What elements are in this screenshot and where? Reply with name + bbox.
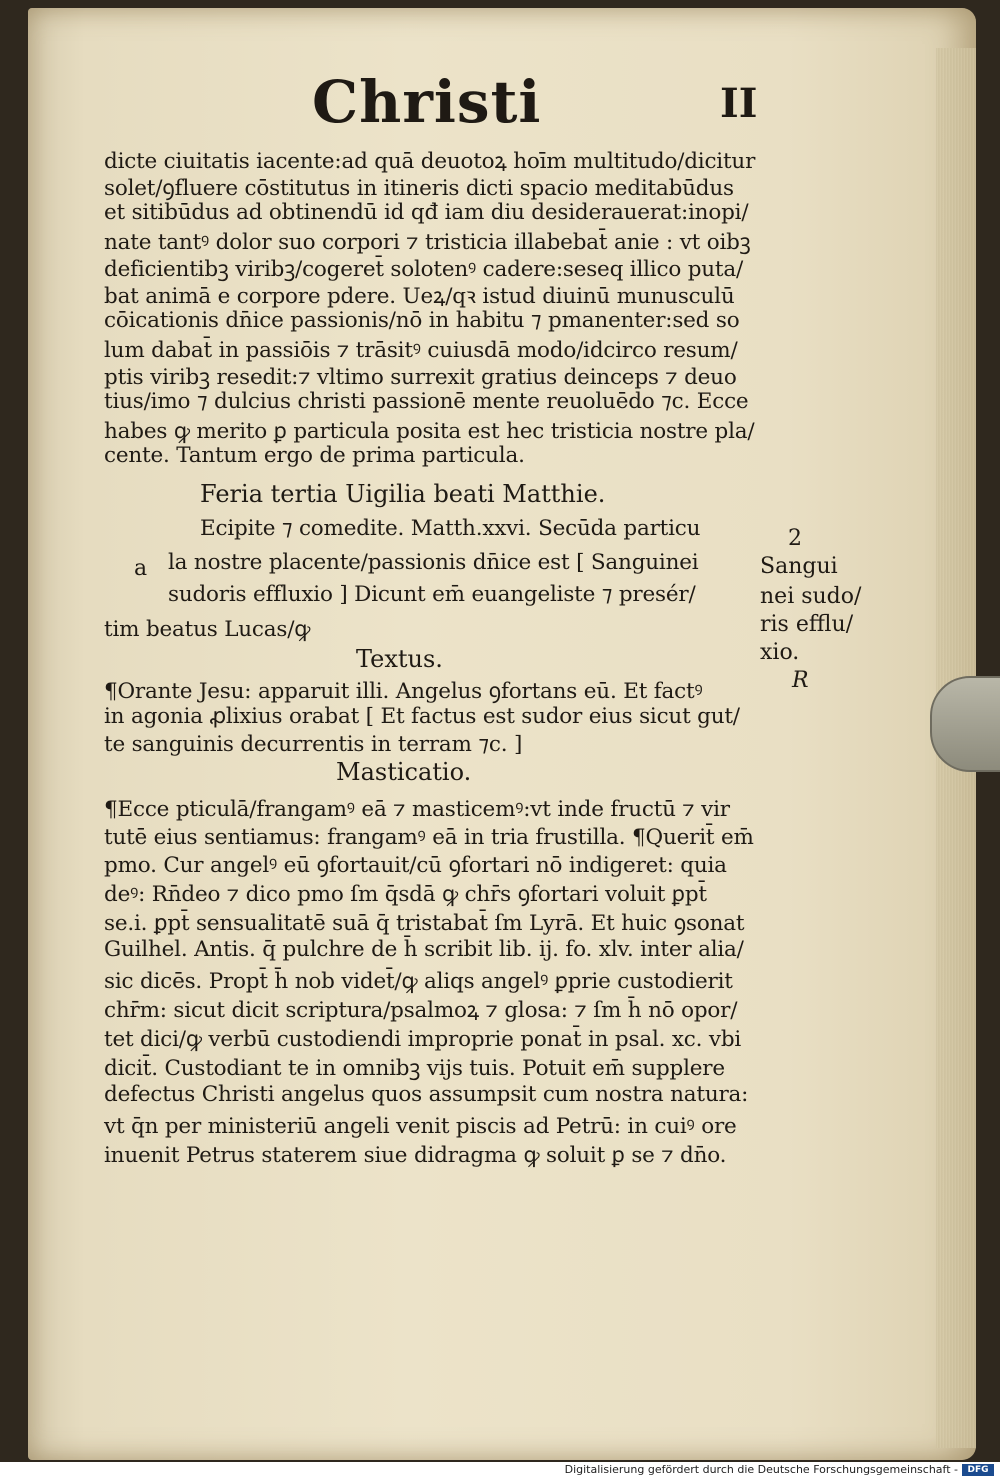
text-line: Guilhel. Antis. q̄ pulchre de h̄ scribit lib. ij. fo. xlv. inter alia/ <box>104 937 744 962</box>
section-heading-textus: Textus. <box>356 645 443 673</box>
section-heading-feria: Feria tertia Uigilia beati Matthie. <box>200 480 606 508</box>
text-line: tius/imo ⁊ dulcius christi passionē mente reuoluēdo ⁊c. Ecce <box>104 389 749 414</box>
text-line: inuenit Petrus staterem siue didragma ꝙ soluit ꝑ se ⁊ dn̄o. <box>104 1143 727 1168</box>
text-line: chr̄m: sicut dicit scriptura/psalmoꝝ ⁊ glosa: ⁊ ſm h̄ nō opor/ <box>104 998 738 1023</box>
text-line: dicit̄. Custodiant te in omnibꝫ vijs tuis. Potuit em̄ supplere <box>104 1056 725 1081</box>
section-heading-masticatio: Masticatio. <box>336 758 472 786</box>
text-line: dicte ciuitatis iacente:ad quā deuotoꝝ hoīm multitudo/dicitur <box>104 149 756 174</box>
running-title: Christi <box>312 68 542 136</box>
text-line: in agonia ꝓlixius orabat [ Et factus est sudor eius sicut gut/ <box>104 704 740 729</box>
text-line: tet dici/ꝙ verbū custodiendi improprie ponat̄ in psal. xc. vbi <box>104 1027 742 1052</box>
text-line: et sitibūdus ad obtinendū id qđ iam diu desiderauerat:inopi/ <box>104 200 749 225</box>
margin-note-line: nei sudo/ <box>760 584 862 609</box>
folio-number: II <box>720 80 758 127</box>
margin-note-line: Sangui <box>760 554 838 579</box>
text-line: habes ꝙ merito ꝑ particula posita est hec tristicia nostre pla/ <box>104 419 755 444</box>
dfg-logo: DFG <box>962 1464 994 1476</box>
text-line: defectus Christi angelus quos assumpsit cum nostra natura: <box>104 1082 749 1107</box>
text-line: tim beatus Lucas/ꝙ <box>104 617 311 642</box>
margin-letter: R <box>792 668 809 693</box>
text-line: te sanguinis decurrentis in terram ⁊c. ] <box>104 732 523 757</box>
text-line: Ecipite ⁊ comedite. Matth.xxvi. Secūda particu <box>200 516 701 541</box>
text-line: bat animā e corpore pdere. Ueꝝ/qꝛ istud diuinū munusculū <box>104 284 735 309</box>
text-line: cōicationis dn̄ice passionis/nō in habitu ⁊ pmanenter:sed so <box>104 308 740 333</box>
text-line: se.i. ꝑpt̄ sensualitatē suā q̄ tristabat̄ ſm Lyrā. Et huic ꝯsonat <box>104 911 745 936</box>
margin-number: 2 <box>788 526 802 551</box>
text-line: sic dicēs. Propt̄ h̄ nob videt̄/ꝙ aliqs angelꝰ ꝑprie custodierit <box>104 969 733 994</box>
margin-note-line: ris efflu/ <box>760 612 854 637</box>
text-line: solet/ꝯfluere cōstitutus in itineris dicti spacio meditabūdus <box>104 176 734 201</box>
text-line: ptis viribꝫ resedit:⁊ vltimo surrexit gratius deinceps ⁊ deuo <box>104 365 737 390</box>
text-line: sudoris effluxio ] Dicunt em̄ euangeliste ⁊ presér/ <box>168 582 696 607</box>
margin-note-line: xio. <box>760 640 800 665</box>
text-line: ¶Ecce pticulā/frangamꝰ eā ⁊ masticemꝰ:vt inde fructū ⁊ vir <box>104 797 730 822</box>
text-line: deꝰ: Rn̄deo ⁊ dico pmo ſm q̄sdā ꝙ chr̄s ꝯfortari voluit ꝑpt̄ <box>104 882 707 907</box>
book-clasp <box>930 676 1000 772</box>
text-line: deficientibꝫ viribꝫ/cogeret̄ solotenꝰ cadere:seseq illico puta/ <box>104 257 744 282</box>
digitization-credit: Digitalisierung gefördert durch die Deutsche Forschungsgemeinschaft - <box>564 1463 958 1476</box>
text-line: pmo. Cur angelꝰ eū ꝯfortauit/cū ꝯfortari nō indigeret: quia <box>104 853 727 878</box>
text-line: cente. Tantum ergo de prima particula. <box>104 443 525 468</box>
text-line: tutē eius sentiamus: frangamꝰ eā in tria frustilla. ¶Querit̄ em̄ <box>104 825 754 850</box>
paragraph-marker: a <box>134 556 148 581</box>
text-line: nate tantꝰ dolor suo corpori ⁊ tristicia illabebat̄ anie : vt oibꝫ <box>104 230 751 255</box>
text-line: ¶Orante Jesu: apparuit illi. Angelus ꝯfortans eū. Et factꝰ <box>104 679 703 704</box>
text-line: la nostre placente/passionis dn̄ice est [ Sanguinei <box>168 550 699 575</box>
text-line: lum dabat̄ in passiōis ⁊ trāsitꝰ cuiusdā modo/idcirco resum/ <box>104 338 738 363</box>
text-line: vt q̄n per ministeriū angeli venit piscis ad Petrū: in cuiꝰ ore <box>104 1114 737 1139</box>
